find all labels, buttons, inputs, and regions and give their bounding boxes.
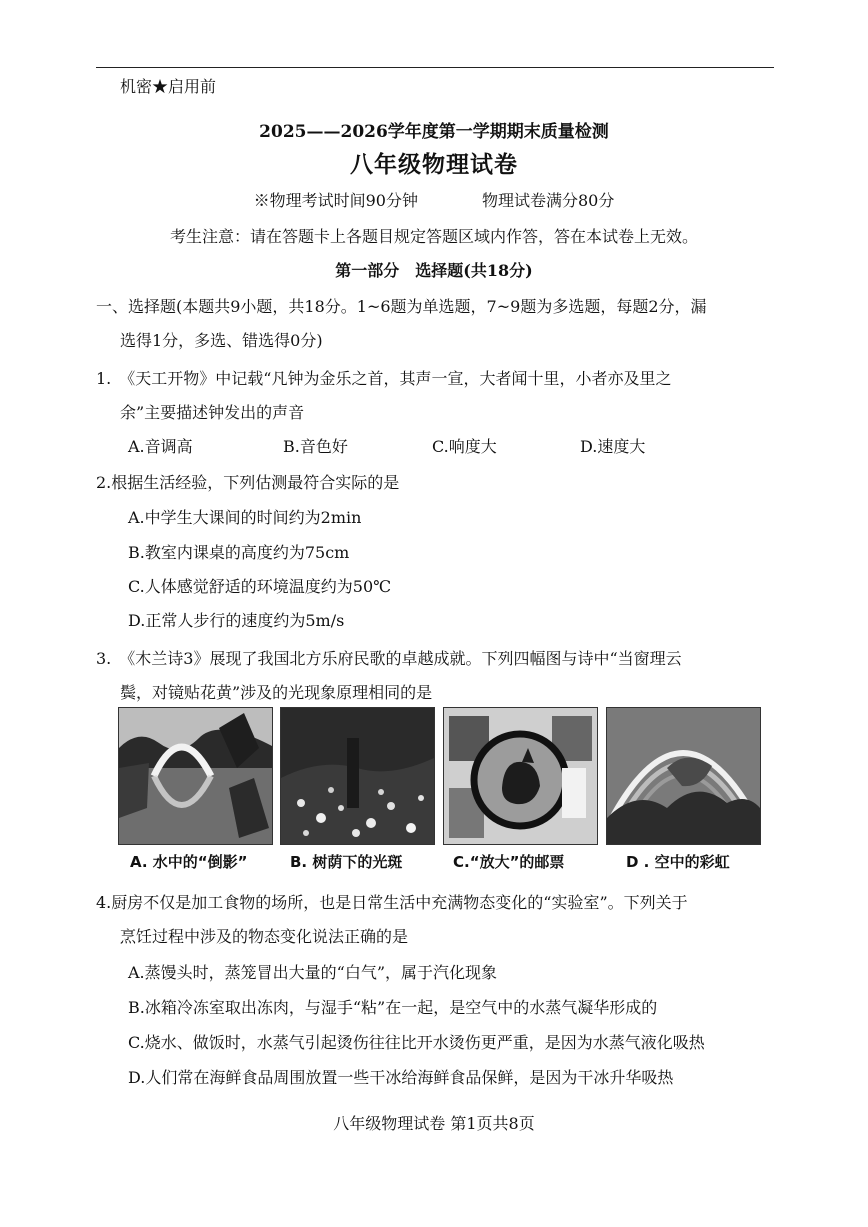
exam-title: 2025——2026学年度第一学期期末质量检测 xyxy=(259,122,609,142)
q4-stem-line2: 烹饪过程中涉及的物态变化说法正确的是 xyxy=(120,927,409,946)
magnified-stamp-image xyxy=(443,707,598,845)
q3-image-row xyxy=(118,707,760,847)
exam-notice: 考生注意：请在答题卡上各题目规定答题区域内作答，答在本试卷上无效。 xyxy=(169,227,698,246)
q1-stem-line1: 1. 《天工开物》中记载“凡钟为金乐之首，其声一宣，大者闻十里，小者亦及里之 xyxy=(96,369,672,388)
confidential-label: 机密★启用前 xyxy=(120,77,217,96)
q4-stem-line1: 4.厨房不仅是加工食物的场所，也是日常生活中充满物态变化的“实验室”。下列关于 xyxy=(96,893,688,912)
q2-option-b: B.教室内课桌的高度约为75cm xyxy=(128,543,350,562)
caption-c: C.“放大”的邮票 xyxy=(453,853,565,871)
top-rule xyxy=(96,67,774,68)
part-title: 第一部分 选择题(共18分) xyxy=(335,261,533,280)
q1-option-b: B.音色好 xyxy=(283,437,348,456)
exam-info xyxy=(0,188,868,211)
caption-b: B. 树荫下的光斑 xyxy=(290,853,403,871)
q1-option-a: A.音调高 xyxy=(128,437,193,456)
q4-option-c: C.烧水、做饭时，水蒸气引起烫伤往往比开水烫伤更严重，是因为水蒸气液化吸热 xyxy=(128,1033,705,1052)
page-footer: 八年级物理试卷 第1页共8页 xyxy=(333,1114,535,1133)
rainbow-image xyxy=(606,707,761,845)
caption-a: A. 水中的“倒影” xyxy=(130,853,248,871)
reflection-bridge-image xyxy=(118,707,273,845)
q2-option-a: A.中学生大课间的时间约为2min xyxy=(128,508,362,527)
q1-stem-line2: 余”主要描述钟发出的声音 xyxy=(120,403,305,422)
q1-options xyxy=(0,434,868,456)
q1-option-d: D.速度大 xyxy=(580,437,646,456)
q2-option-c: C.人体感觉舒适的环境温度约为50℃ xyxy=(128,577,392,596)
q2-stem: 2.根据生活经验，下列估测最符合实际的是 xyxy=(96,473,400,492)
q4-option-a: A.蒸馒头时，蒸笼冒出大量的“白气”，属于汽化现象 xyxy=(128,963,498,982)
section-instruction-line1: 一、选择题(本题共9小题，共18分。1~6题为单选题，7~9题为多选题，每题2分，漏 xyxy=(96,297,707,316)
caption-d: D . 空中的彩虹 xyxy=(626,853,730,871)
time-note: ※物理考试时间90分钟 xyxy=(253,191,418,210)
score-note: 物理试卷满分80分 xyxy=(482,191,615,210)
section-instruction-line2: 选得1分，多选、错选得0分) xyxy=(120,331,323,350)
q4-option-b: B.冰箱冷冻室取出冻肉，与湿手“粘”在一起，是空气中的水蒸气凝华形成的 xyxy=(128,998,658,1017)
q3-stem-line1: 3. 《木兰诗3》展现了我国北方乐府民歌的卓越成就。下列四幅图与诗中“当窗理云 xyxy=(96,649,682,668)
q4-option-d: D.人们常在海鲜食品周围放置一些干冰给海鲜食品保鲜，是因为干冰升华吸热 xyxy=(128,1068,674,1087)
tree-shade-light-spots-image xyxy=(280,707,435,845)
q3-stem-line2: 鬓，对镜贴花黄”涉及的光现象原理相同的是 xyxy=(120,683,433,702)
paper-title: 八年级物理试卷 xyxy=(350,151,518,178)
q1-option-c: C.响度大 xyxy=(432,437,497,456)
q2-option-d: D.正常人步行的速度约为5m/s xyxy=(128,611,345,630)
